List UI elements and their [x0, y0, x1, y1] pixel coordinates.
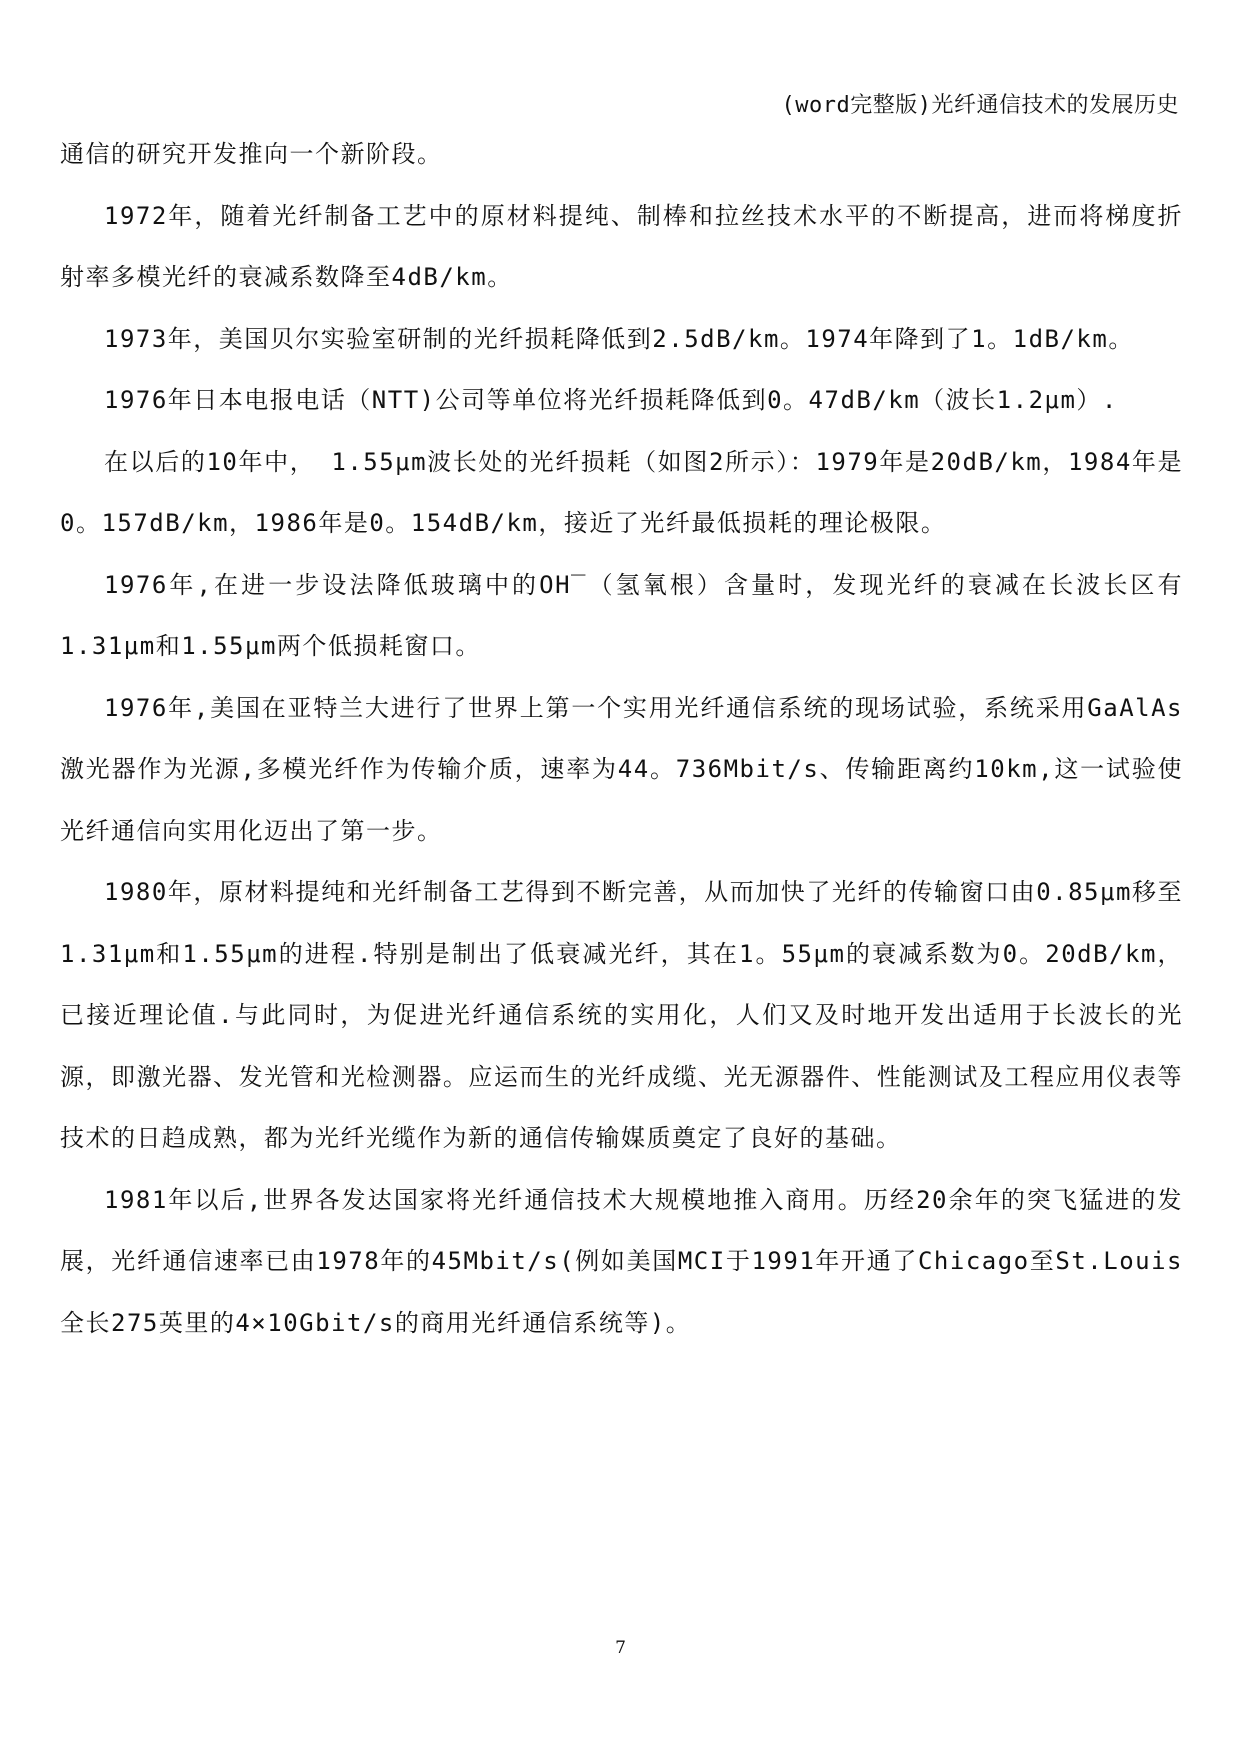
document-body	[60, 124, 1183, 1354]
paragraph: 在以后的10年中， 1.55μm波长处的光纤损耗（如图2所示）：1979年是20dB/km，1984年是0。157dB/km，1986年是0。154dB/km，接近了光纤最低损耗的理论极限。	[60, 447, 1183, 537]
paragraph: 1972年，随着光纤制备工艺中的原材料提纯、制棒和拉丝技术水平的不断提高，进而将梯度折射率多模光纤的衰减系数降至4dB/km。	[60, 201, 1183, 291]
paragraph: 1976年日本电报电话（NTT)公司等单位将光纤损耗降低到0。47dB/km（波长1.2μm）.	[104, 386, 1118, 414]
paragraph: 1980年，原材料提纯和光纤制备工艺得到不断完善，从而加快了光纤的传输窗口由0.85μm移至1.31μm和1.55μm的进程.特别是制出了低衰减光纤，其在1。55μm的衰减系数为0。20dB/km，已接近理论值.与此同时，为促进光纤通信系统的实用化，人们又及时地开发出适用于长波长的光源，即激光器、发光管和光检测器。应运而生的光纤成缆、光无源器件、性能测试及工程应用仪表等技术的日趋成熟，都为光纤光缆作为新的通信传输媒质奠定了良好的基础。	[60, 878, 1183, 1152]
document-header: (word完整版)光纤通信技术的发展历史	[781, 93, 1179, 118]
paragraph: 1981年以后,世界各发达国家将光纤通信技术大规模地推入商用。历经20余年的突飞猛进的发展，光纤通信速率已由1978年的45Mbit/s(例如美国MCI于1991年开通了Chicago至St.Louis全长275英里的4×10Gbit/s的商用光纤通信系统等)。	[60, 1185, 1183, 1337]
paragraph: 通信的研究开发推向一个新阶段。	[60, 140, 443, 168]
page-number: 7	[615, 1638, 626, 1658]
paragraph: 1976年,在进一步设法降低玻璃中的OH‾（氢氧根）含量时，发现光纤的衰减在长波长区有1.31μm和1.55μm两个低损耗窗口。	[60, 570, 1183, 660]
paragraph: 1976年,美国在亚特兰大进行了世界上第一个实用光纤通信系统的现场试验，系统采用GaAlAs激光器作为光源,多模光纤作为传输介质，速率为44。736Mbit/s、传输距离约10km,这一试验使光纤通信向实用化迈出了第一步。	[60, 693, 1183, 845]
paragraph: 1973年，美国贝尔实验室研制的光纤损耗降低到2.5dB/km。1974年降到了1。1dB/km。	[104, 324, 1134, 353]
